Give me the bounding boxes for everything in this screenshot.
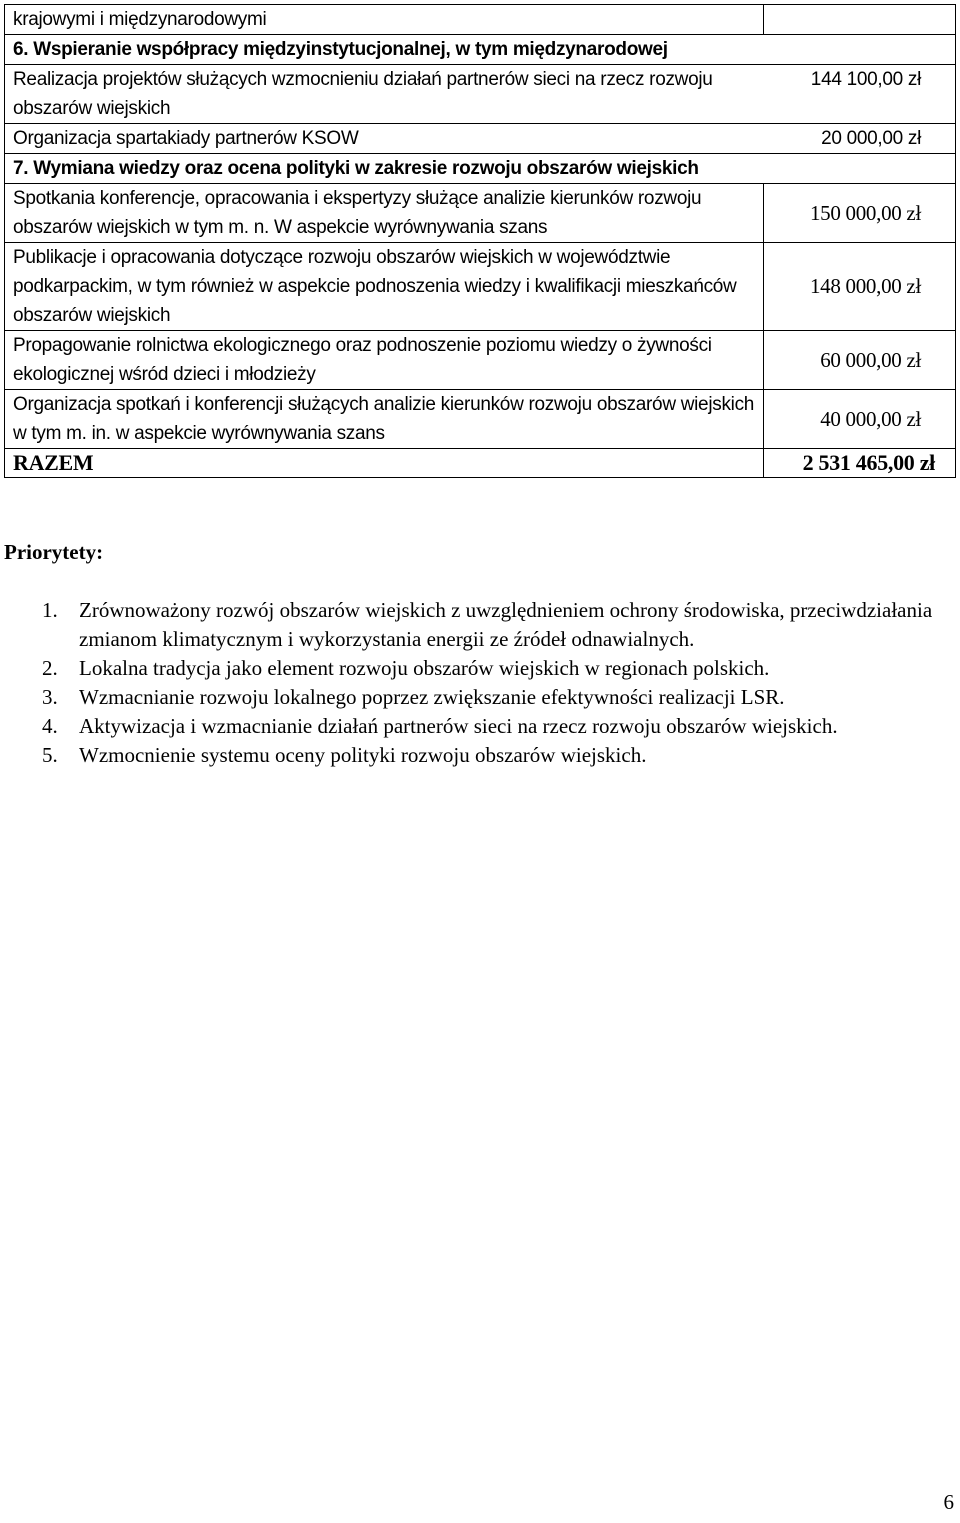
table-row (5, 5, 956, 35)
budget-table (4, 4, 956, 478)
list-item (42, 596, 942, 654)
list-item-number: 2. (42, 656, 58, 680)
table-row (5, 124, 956, 154)
row-amount: 148 000,00 zł (764, 243, 956, 331)
section-heading-row (5, 35, 956, 65)
section-heading: 6. Wspieranie współpracy międzyinstytucjonalnej, w tym międzynarodowej (5, 35, 764, 65)
row-description: Propagowanie rolnictwa ekologicznego oraz podnoszenie poziomu wiedzy o żywności ekologicznej wśród dzieci i młodzieży (5, 331, 764, 390)
list-item-number: 1. (42, 598, 58, 622)
row-amount: 20 000,00 zł (764, 124, 956, 154)
table-row (5, 243, 956, 331)
list-item-text: Zrównoważony rozwój obszarów wiejskich z uwzględnieniem ochrony środowiska, przeciwdziałania zmianom klimatycznym i wykorzystania energii ze źródeł odnawialnych. (79, 598, 933, 651)
row-description: Organizacja spartakiady partnerów KSOW (5, 124, 764, 154)
table-row (5, 184, 956, 243)
list-item-number: 5. (42, 743, 58, 767)
row-amount: 60 000,00 zł (764, 331, 956, 390)
table-row (5, 390, 956, 449)
list-item (42, 712, 942, 741)
row-description: Publikacje i opracowania dotyczące rozwoju obszarów wiejskich w województwie podkarpackim, w tym również w aspekcie podnoszenia wiedzy i kwalifikacji mieszkańców obszarów wiejskich (5, 243, 764, 331)
page-number: 6 (943, 1490, 954, 1514)
row-amount: 144 100,00 zł (764, 65, 956, 124)
table-row (5, 65, 956, 124)
list-item-text: Lokalna tradycja jako element rozwoju obszarów wiejskich w regionach polskich. (79, 656, 770, 680)
list-item-text: Wzmocnienie systemu oceny polityki rozwoju obszarów wiejskich. (79, 743, 647, 767)
list-item (42, 654, 942, 683)
table-row (5, 331, 956, 390)
priorities-list (42, 596, 942, 770)
list-item (42, 741, 942, 770)
priorities-heading: Priorytety: (4, 540, 104, 564)
total-row (5, 449, 956, 478)
total-label: RAZEM (5, 449, 764, 478)
empty-cell (764, 35, 956, 65)
row-amount: 40 000,00 zł (764, 390, 956, 449)
row-amount (764, 5, 956, 35)
row-description: Spotkania konferencje, opracowania i ekspertyzy służące analizie kierunków rozwoju obszarów wiejskich w tym m. n. W aspekcie wyrównywania szans (5, 184, 764, 243)
list-item-number: 3. (42, 685, 58, 709)
row-description: Realizacja projektów służących wzmocnieniu działań partnerów sieci na rzecz rozwoju obszarów wiejskich (5, 65, 764, 124)
list-item-text: Wzmacnianie rozwoju lokalnego poprzez zwiększanie efektywności realizacji LSR. (79, 685, 785, 709)
row-amount: 150 000,00 zł (764, 184, 956, 243)
section-heading: 7. Wymiana wiedzy oraz ocena polityki w zakresie rozwoju obszarów wiejskich (5, 154, 956, 184)
list-item-number: 4. (42, 714, 58, 738)
list-item-text: Aktywizacja i wzmacnianie działań partnerów sieci na rzecz rozwoju obszarów wiejskich. (79, 714, 838, 738)
row-description: Organizacja spotkań i konferencji służących analizie kierunków rozwoju obszarów wiejskich w tym m. in. w aspekcie wyrównywania szans (5, 390, 764, 449)
list-item (42, 683, 942, 712)
section-heading-row (5, 154, 956, 184)
row-description: krajowymi i międzynarodowymi (5, 5, 764, 35)
total-amount: 2 531 465,00 zł (764, 449, 956, 478)
